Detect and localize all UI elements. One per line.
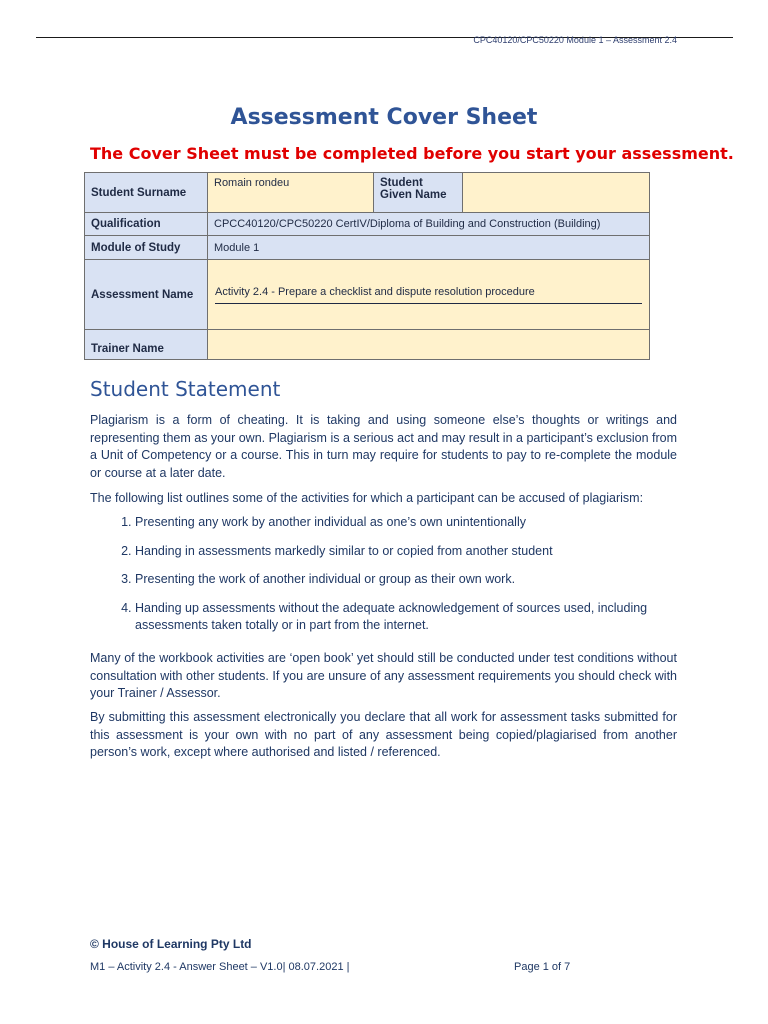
list-item: 2. Handing in assessments markedly similar to or copied from another student (135, 543, 722, 561)
plagiarism-list-intro: The following list outlines some of the activities for which a participant can be accused of plagiarism: (90, 491, 644, 505)
assessment-name-field[interactable]: Activity 2.4 - Prepare a checklist and dispute resolution procedure (215, 286, 642, 304)
cover-sheet-table (84, 172, 650, 360)
qualification-field: CPCC40120/CPC50220 CertIV/Diploma of Building and Construction (Building) (208, 213, 650, 236)
footer-document-info: M1 – Activity 2.4 - Answer Sheet – V1.0| 08.07.2021 | (90, 961, 350, 973)
list-item: 3. Presenting the work of another individual or group as their own work. (135, 571, 722, 589)
plagiarism-activities-list (90, 514, 722, 646)
module-label: Module of Study (85, 236, 208, 260)
student-given-name-field[interactable] (463, 173, 650, 213)
student-statement-heading: Student Statement (90, 377, 281, 401)
assessment-name-cell (208, 260, 650, 330)
completion-warning: The Cover Sheet must be completed before you start your assessment. (90, 144, 734, 163)
copyright-notice: © House of Learning Pty Ltd (90, 937, 252, 951)
assessment-name-label: Assessment Name (85, 260, 208, 330)
list-item: 1. Presenting any work by another individual as one’s own unintentionally (135, 514, 722, 532)
trainer-name-label: Trainer Name (85, 330, 208, 360)
open-book-paragraph: Many of the workbook activities are ‘open book’ yet should still be conducted under test conditions without consultation with other students. If you are unsure of any assessment requirements you should check with your Trainer / Assessor. (90, 651, 677, 700)
page-title: Assessment Cover Sheet (230, 105, 538, 130)
declaration-paragraph: By submitting this assessment electronically you declare that all work for assessment tasks submitted for this assessment is your own with no part of any assessment being copied/plagiarised from another person’s work, except where authorised and listed / referenced. (90, 710, 677, 759)
list-item: 4. Handing up assessments without the adequate acknowledgement of sources used, including assessments taken totally or in part from the internet. (135, 600, 722, 635)
running-header: CPC40120/CPC50220 Module 1 – Assessment 2.4 (473, 35, 677, 45)
trainer-name-field[interactable] (208, 330, 650, 360)
student-given-name-label: Student Given Name (374, 173, 463, 213)
student-surname-field[interactable]: Romain rondeu (208, 173, 374, 213)
student-surname-label: Student Surname (85, 173, 208, 213)
module-field: Module 1 (208, 236, 650, 260)
plagiarism-definition-paragraph: Plagiarism is a form of cheating. It is taking and using someone else’s thoughts or writings and representing them as your own. Plagiarism is a serious act and may result in a participant’s exclusion from a Unit of Competency or a course. This in turn may require for students to pay to re-complete the module or course at a later date. (90, 413, 677, 480)
page-number: Page 1 of 7 (514, 961, 571, 973)
qualification-label: Qualification (85, 213, 208, 236)
